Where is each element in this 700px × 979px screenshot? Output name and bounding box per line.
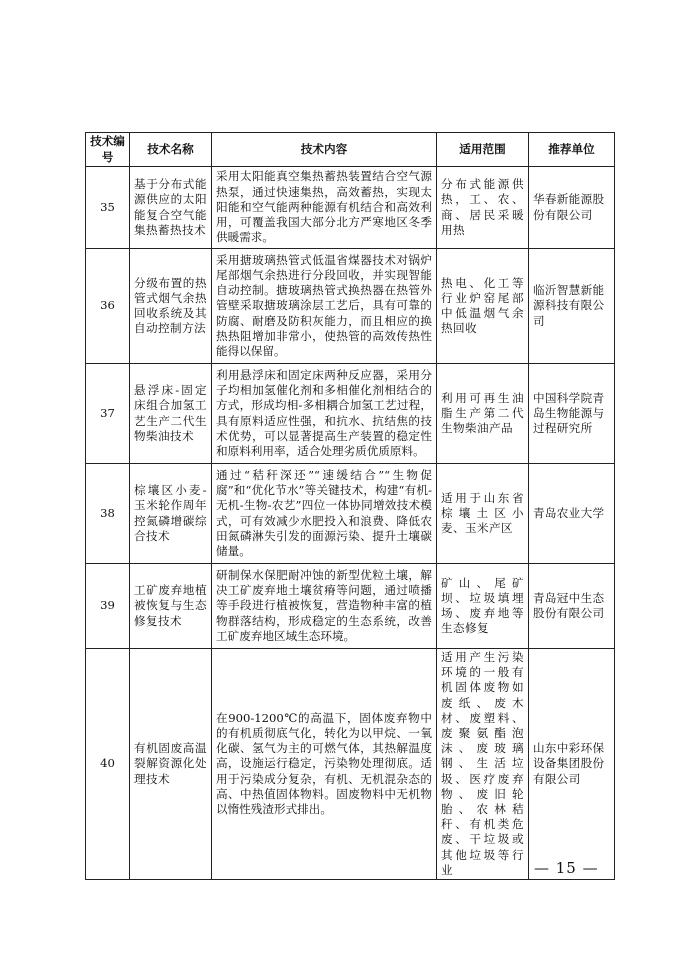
unit-cell: 中国科学院青岛生物能源与过程研究所 bbox=[529, 364, 615, 464]
scope-cell: 利用可再生油脂生产第二代生物柴油产品 bbox=[437, 364, 529, 464]
unit-cell: 山东中彩环保设备集团股份有限公司 bbox=[529, 649, 615, 880]
tech-content-cell: 通过“秸秆深还”“速缓结合”“生物促腐”和“优化节水”等关键技术，构建“有机-无机-生物-农艺”四位一体协同增效技术模式，可有效减少水肥投入和浪费、降低农田氮磷淋失引发的面源污染、提升土壤碳储量。 bbox=[212, 464, 437, 564]
scope-cell: 适用产生污染环境的一般有机固体废物如废纸、废木材、废塑料、废聚氨酯泡沫、废玻璃钢、生活垃圾、医疗废弃物、废旧轮胎、农林秸秆、有机类危废、干垃圾或其他垃圾等行业 bbox=[437, 649, 529, 880]
scope-cell: 适用于山东省棕壤土区小麦、玉米产区 bbox=[437, 464, 529, 564]
unit-cell: 青岛农业大学 bbox=[529, 464, 615, 564]
tech-no-cell: 40 bbox=[86, 649, 130, 880]
tech-no-cell: 37 bbox=[86, 364, 130, 464]
table-row bbox=[86, 249, 615, 364]
header-scope: 适用范围 bbox=[437, 133, 529, 167]
table-header-row bbox=[86, 133, 615, 167]
tech-name-cell: 基于分布式能源供应的太阳能复合空气能集热蓄热技术 bbox=[130, 167, 212, 249]
technology-table bbox=[85, 132, 615, 880]
tech-content-cell: 研制保水保肥耐冲蚀的新型优粒土壤，解决工矿废弃地土壤贫瘠等问题，通过喷播等手段进行植被恢复，营造物种丰富的植物群落结构，形成稳定的生态系统，改善工矿废弃地区域生态环境。 bbox=[212, 564, 437, 649]
unit-cell: 华春新能源股份有限公司 bbox=[529, 167, 615, 249]
table-row bbox=[86, 167, 615, 249]
unit-cell: 青岛冠中生态股份有限公司 bbox=[529, 564, 615, 649]
scope-cell: 热电、化工等行业炉窑尾部中低温烟气余热回收 bbox=[437, 249, 529, 364]
table-row bbox=[86, 649, 615, 880]
page-number: — 15 — bbox=[534, 859, 599, 877]
header-tech-name: 技术名称 bbox=[130, 133, 212, 167]
table-row bbox=[86, 564, 615, 649]
header-recommending-unit: 推荐单位 bbox=[529, 133, 615, 167]
table-row bbox=[86, 364, 615, 464]
tech-content-cell: 利用悬浮床和固定床两种反应器，采用分子均相加氢催化剂和多相催化剂相结合的方式，形成均相-多相耦合加氢工艺过程，具有原料适应性强，和抗水、抗结焦的技术优势，可以显著提高生产装置的稳定性和原料利用率，适合处理劣质优质原料。 bbox=[212, 364, 437, 464]
tech-content-cell: 在900-1200℃的高温下，固体废弃物中的有机质彻底气化，转化为以甲烷、一氧化碳、氢气为主的可燃气体，其热解温度高，设施运行稳定，污染物处理彻底。适用于污染成分复杂，有机、无机混杂态的高、中热值固体物料。固废物料中无机物以惰性残渣形式排出。 bbox=[212, 649, 437, 880]
header-tech-no: 技术编号 bbox=[86, 133, 130, 167]
scope-cell: 矿山、尾矿坝、垃圾填埋场、废弃地等生态修复 bbox=[437, 564, 529, 649]
tech-content-cell: 采用搪玻璃热管式低温省煤器技术对锅炉尾部烟气余热进行分段回收，并实现智能自动控制。搪玻璃热管式换热器在热管外管壁采取搪玻璃涂层工艺后，具有可靠的防腐、耐磨及防积灰能力，而且相应的换热热阻增加非常小，使热管的高效传热性能得以保留。 bbox=[212, 249, 437, 364]
table-row bbox=[86, 464, 615, 564]
tech-name-cell: 工矿废弃地植被恢复与生态修复技术 bbox=[130, 564, 212, 649]
tech-no-cell: 39 bbox=[86, 564, 130, 649]
tech-name-cell: 分级布置的热管式烟气余热回收系统及其自动控制方法 bbox=[130, 249, 212, 364]
tech-name-cell: 悬浮床-固定床组合加氢工艺生产二代生物柴油技术 bbox=[130, 364, 212, 464]
tech-no-cell: 35 bbox=[86, 167, 130, 249]
tech-name-cell: 有机固废高温裂解资源化处理技术 bbox=[130, 649, 212, 880]
header-tech-content: 技术内容 bbox=[212, 133, 437, 167]
tech-no-cell: 36 bbox=[86, 249, 130, 364]
unit-cell: 临沂智慧新能源科技有限公司 bbox=[529, 249, 615, 364]
tech-no-cell: 38 bbox=[86, 464, 130, 564]
scope-cell: 分布式能源供热，工、农、商、居民采暖用热 bbox=[437, 167, 529, 249]
tech-name-cell: 棕壤区小麦-玉米轮作周年控氮磷增碳综合技术 bbox=[130, 464, 212, 564]
tech-content-cell: 采用太阳能真空集热蓄热装置结合空气源热泵，通过快速集热，高效蓄热，实现太阳能和空气能两种能源有机结合和高效利用，可覆盖我国大部分北方严寒地区冬季供暖需求。 bbox=[212, 167, 437, 249]
